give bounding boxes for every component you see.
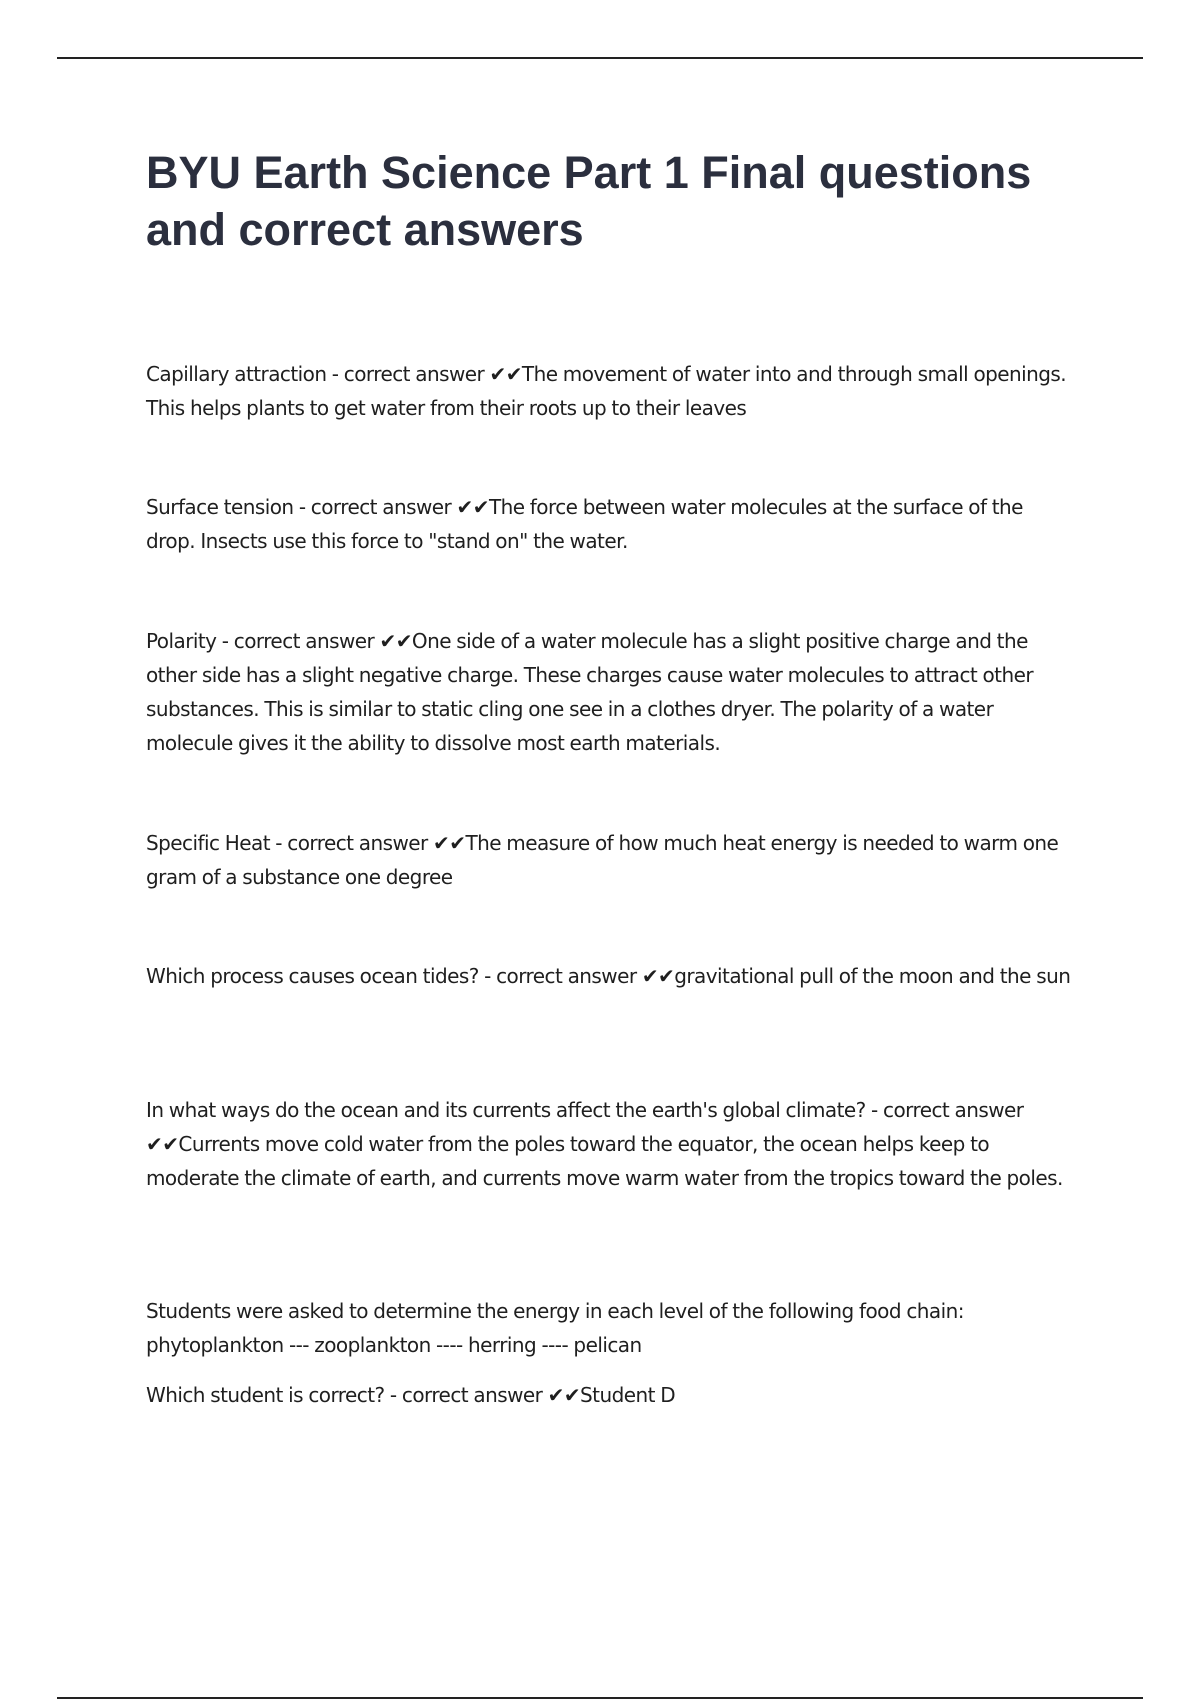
question-text: Which process causes ocean tides? (146, 964, 479, 988)
qa-item-specific-heat (146, 826, 1076, 894)
answer-separator: - correct answer (216, 629, 380, 653)
question-text: Surface tension (146, 495, 294, 519)
answer-text: Currents move cold water from the poles toward the equator, the ocean helps keep to moderate the climate of earth, and currents move warm water from the tropics toward the poles. (146, 1132, 1063, 1190)
double-check-icon: ✔✔ (433, 831, 466, 855)
bottom-rule (57, 1697, 1143, 1699)
qa-item-which-student (146, 1378, 1076, 1412)
question-text: Capillary attraction (146, 362, 327, 386)
answer-text: gravitational pull of the moon and the sun (674, 964, 1071, 988)
answer-text: One side of a water molecule has a slight positive charge and the other side has a slight negative charge. These charges cause water molecules to attract other substances. This is similar to static cling one see in a clothes dryer. The polarity of a water molecule gives it the ability to dissolve most earth materials. (146, 629, 1034, 755)
qa-item-polarity (146, 624, 1076, 760)
answer-separator: - correct answer (478, 964, 642, 988)
double-check-icon: ✔✔ (146, 1132, 179, 1156)
top-rule (57, 57, 1143, 59)
question-text: Polarity (146, 629, 217, 653)
qa-item-ocean-climate (146, 1093, 1076, 1195)
qa-item-surface-tension (146, 490, 1076, 558)
answer-separator: - correct answer (293, 495, 457, 519)
document-title: BYU Earth Science Part 1 Final questions and correct answers (146, 147, 1032, 255)
double-check-icon: ✔✔ (489, 362, 522, 386)
question-text: In what ways do the ocean and its currents affect the earth's global climate? (146, 1098, 866, 1122)
qa-item-capillary-attraction (146, 357, 1076, 425)
qa-item-food-chain-prompt (146, 1294, 1076, 1362)
answer-separator: - correct answer (270, 831, 434, 855)
double-check-icon: ✔✔ (456, 495, 489, 519)
answer-text: Student D (580, 1383, 676, 1407)
question-text: Specific Heat (146, 831, 270, 855)
answer-separator: - correct answer (326, 362, 490, 386)
answer-separator: - correct answer (384, 1383, 548, 1407)
answer-text: The movement of water into and through small openings. This helps plants to get water from their roots up to their leaves (146, 362, 1067, 420)
answer-text: The measure of how much heat energy is needed to warm one gram of a substance one degree (146, 831, 1059, 889)
answer-separator: - correct answer (865, 1098, 1024, 1122)
question-text: Students were asked to determine the energy in each level of the following food chain: phytoplankton --- zooplankton ---- herring ---- pelican (146, 1299, 964, 1357)
qa-item-ocean-tides (146, 959, 1076, 993)
question-text: Which student is correct? (146, 1383, 385, 1407)
answer-text: The force between water molecules at the surface of the drop. Insects use this force to "stand on" the water. (146, 495, 1023, 553)
double-check-icon: ✔✔ (547, 1383, 581, 1407)
double-check-icon: ✔✔ (379, 629, 412, 653)
double-check-icon: ✔✔ (641, 964, 675, 988)
